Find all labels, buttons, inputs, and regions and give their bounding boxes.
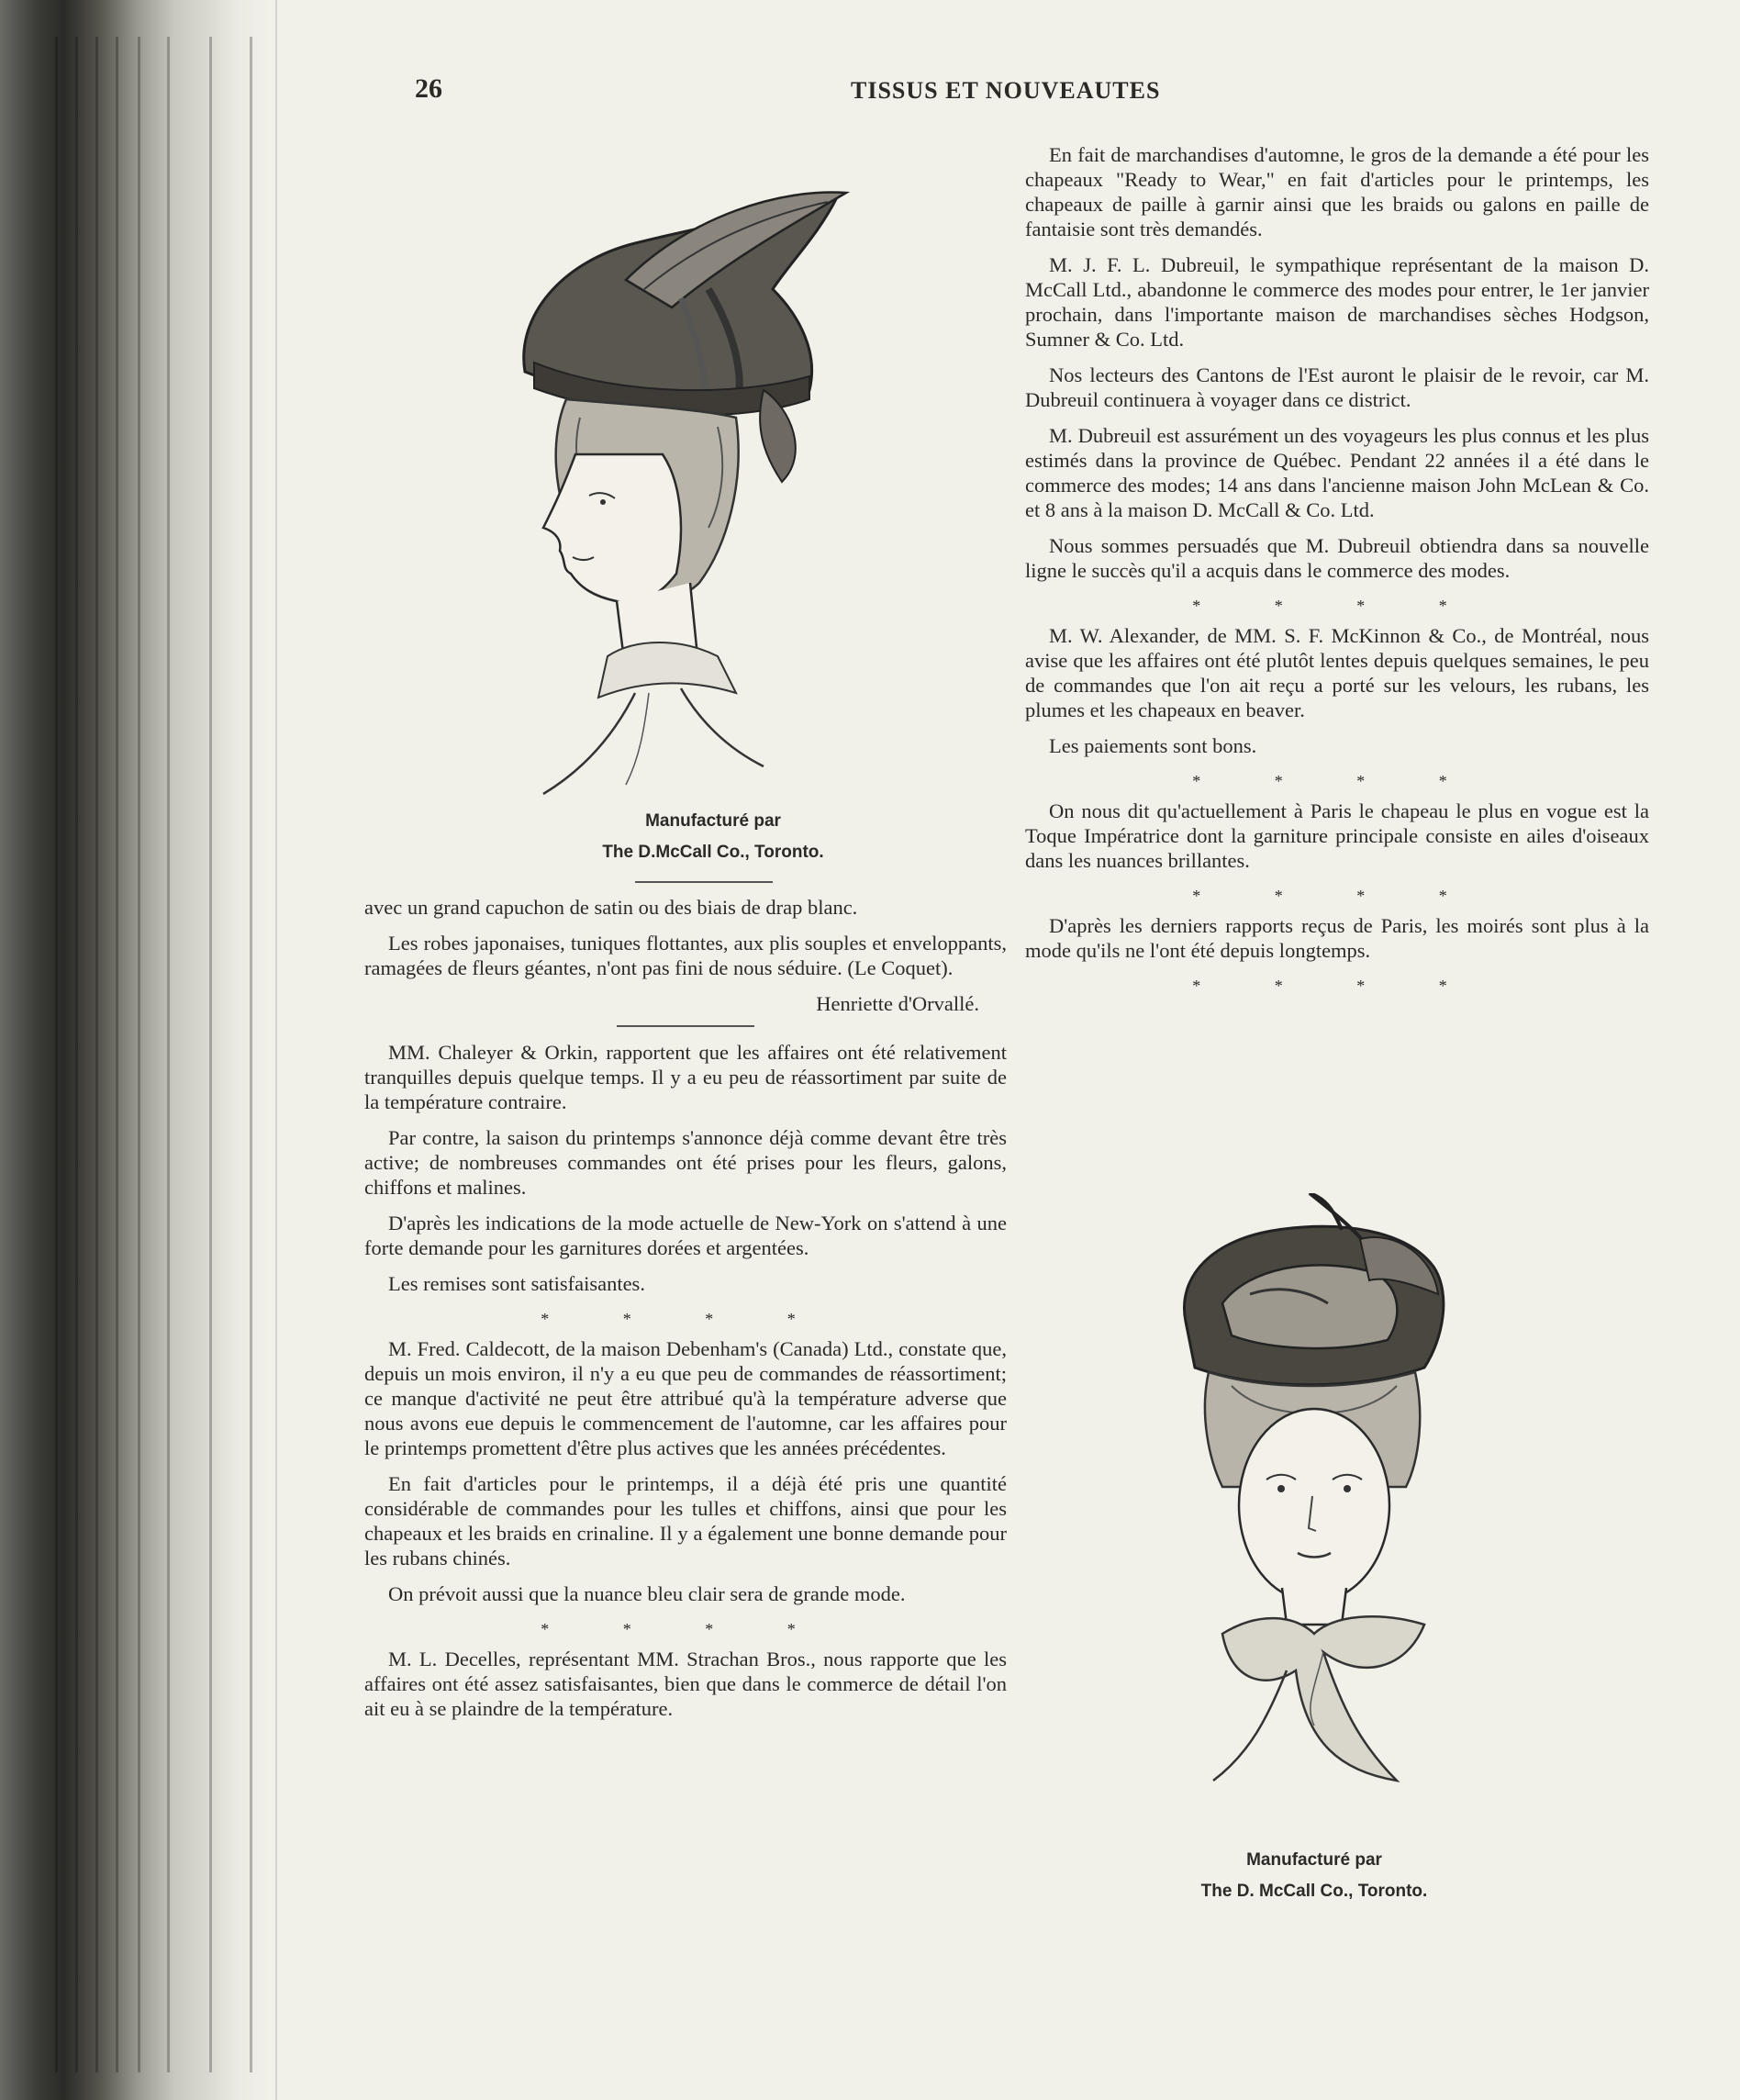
page-edge-line xyxy=(75,37,78,2072)
paragraph: En fait de marchandises d'automne, le gros de la demande a été pour les chapeaux "Ready to Wear," en fait d'articles pour le printemps, les chapeaux de paille à garnir ainsi que les braids ou galons en paille de fantaisie sont très demandés. xyxy=(1025,143,1649,240)
section-separator: * * * * xyxy=(541,1310,831,1328)
figure-caption-top xyxy=(534,806,892,868)
paragraph: Nos lecteurs des Cantons de l'Est auront le plaisir de le revoir, car M. Dubreuil continuera à voyager dans ce district. xyxy=(1025,363,1649,411)
section-separator: * * * * xyxy=(1192,772,1482,790)
section-separator: * * * * xyxy=(541,1620,831,1638)
page-edge-line xyxy=(209,37,212,2072)
page-edge-line xyxy=(138,37,140,2072)
paragraph: Par contre, la saison du printemps s'annonce déjà comme devant être très active; de nombreuses commandes ont été prises pour les fleurs, galons, chiffons et malines. xyxy=(364,1126,1007,1199)
paragraph: Nous sommes persuadés que M. Dubreuil obtiendra dans sa nouvelle ligne le succès qu'il a acquis dans le commerce des modes. xyxy=(1025,534,1649,582)
paragraph: M. W. Alexander, de MM. S. F. McKinnon & Co., de Montréal, nous avise que les affaires ont été plutôt lentes depuis quelques semaines, le peu de commandes que l'on ait reçu a porté sur les velours, les rubans, les plumes et les chapeaux en beaver. xyxy=(1025,624,1649,721)
section-separator: * * * * xyxy=(1192,977,1482,995)
paragraph: Les robes japonaises, tuniques flottantes, aux plis souples et enveloppants, ramagées de fleurs géantes, n'ont pas fini de nous séduire. (Le Coquet). xyxy=(364,932,1007,979)
paragraph: D'après les indications de la mode actuelle de New-York on s'attend à une forte demande pour les garnitures dorées et argentées. xyxy=(364,1212,1007,1259)
book-page-edges xyxy=(0,0,275,2100)
paragraph: D'après les derniers rapports reçus de Paris, les moirés sont plus à la mode qu'ils ne l'ont été depuis longtemps. xyxy=(1025,914,1649,962)
page-edge-line xyxy=(250,37,252,2072)
divider xyxy=(617,1025,754,1027)
caption-line: Manufacturé par xyxy=(1246,1850,1382,1870)
page-edge-line xyxy=(116,37,118,2072)
caption-line: The D.McCall Co., Toronto. xyxy=(602,843,824,862)
illustration-woman-toque-hat xyxy=(1158,1193,1470,1799)
paragraph: Les paiements sont bons. xyxy=(1049,734,1257,757)
page-header xyxy=(277,66,1740,112)
running-title: TISSUS ET NOUVEAUTES xyxy=(851,77,1161,104)
paragraph: M. Dubreuil est assurément un des voyageurs les plus connus et les plus estimés dans la province de Québec. Pendant 22 années il a été dans le commerce des modes; 14 ans dans l'ancienne maison John McLean & Co. et 8 ans à la maison D. McCall & Co. Ltd. xyxy=(1025,424,1649,521)
magazine-page xyxy=(275,0,1740,2100)
page-edge-line xyxy=(55,37,58,2072)
page-edge-line xyxy=(167,37,170,2072)
section-separator: * * * * xyxy=(1192,597,1482,615)
paragraph: On nous dit qu'actuellement à Paris le chapeau le plus en vogue est la Toque Impératrice dont la garniture principale consiste en ailes d'oiseaux dans les nuances brillantes. xyxy=(1025,799,1649,872)
paragraph: M. L. Decelles, représentant MM. Strachan Bros., nous rapporte que les affaires ont été assez satisfaisantes, bien que dans le commerce de détail l'on ait eu à se plaindre de la température. xyxy=(364,1648,1007,1720)
caption-line: Manufacturé par xyxy=(645,811,781,831)
paragraph: En fait d'articles pour le printemps, il a déjà été pris une quantité considérable de commandes pour les tulles et chiffons, ainsi que pour les chapeaux et les braids en crinaline. Il y a également une bonne demande pour les rubans chinés. xyxy=(364,1472,1007,1569)
left-column xyxy=(364,895,1007,1732)
paragraph: MM. Chaleyer & Orkin, rapportent que les affaires ont été relativement tranquilles depuis quelque temps. Il y a eu peu de réassortiment par suite de la température contraire. xyxy=(364,1041,1007,1113)
signature: Henriette d'Orvallé. xyxy=(816,992,979,1015)
caption-line: The D. McCall Co., Toronto. xyxy=(1200,1882,1428,1901)
paragraph: M. J. F. L. Dubreuil, le sympathique représentant de la maison D. McCall Ltd., abandonne le commerce des modes pour entrer, le 1er janvier prochain, dans l'importante maison de marchandises sèches Hodgson, Sumner & Co. Ltd. xyxy=(1025,253,1649,351)
paragraph: Les remises sont satisfaisantes. xyxy=(388,1272,645,1295)
paragraph: M. Fred. Caldecott, de la maison Debenham's (Canada) Ltd., constate que, depuis un mois environ, il n'y a eu que peu de commandes de réassortiment; ce manque d'activité ne peut être attribué qu'à la température adverse que nous avons eue depuis le commencement de l'automne, car les affaires pour le printemps promettent d'être plus actives que les années précédentes. xyxy=(364,1337,1007,1459)
illustration-woman-feathered-hat xyxy=(488,179,892,803)
figure-caption-bottom xyxy=(1103,1845,1525,1907)
paragraph: avec un grand capuchon de satin ou des biais de drap blanc. xyxy=(364,896,858,919)
section-separator: * * * * xyxy=(1192,887,1482,905)
paragraph: On prévoit aussi que la nuance bleu clair sera de grande mode. xyxy=(388,1582,906,1605)
right-column xyxy=(1025,142,1649,1003)
page-edge-line xyxy=(95,37,98,2072)
page-number: 26 xyxy=(415,73,442,104)
divider xyxy=(635,881,773,883)
